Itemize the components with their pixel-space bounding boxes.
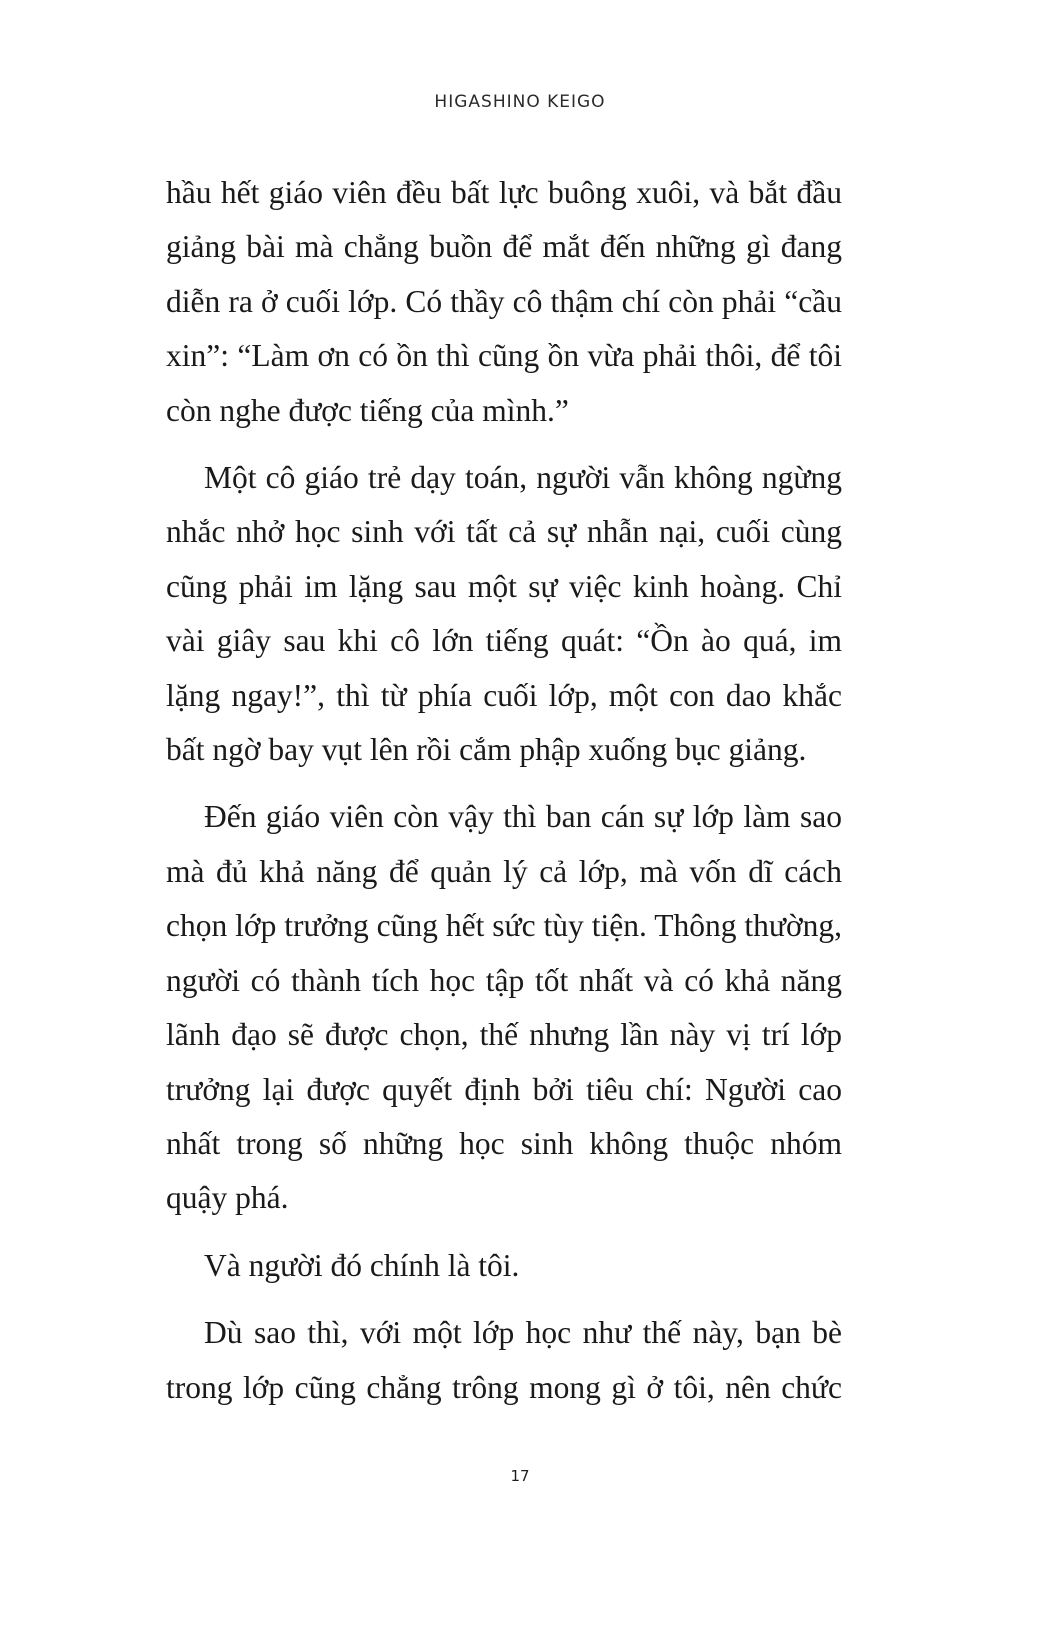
paragraph-1: hầu hết giáo viên đều bất lực buông xuôi, và bắt đầu giảng bài mà chẳng buồn để mắt đến những gì đang diễn ra ở cuối lớp. Có thầy cô thậm chí còn phải “cầu xin”: “Làm ơn có ồn thì cũng ồn vừa phải thôi, để tôi còn nghe được tiếng của mình.” bbox=[166, 175, 842, 428]
paragraph-5: Dù sao thì, với một lớp học như thế này, bạn bè trong lớp cũng chẳng trông mong gì ở tôi, nên chức bbox=[166, 1315, 842, 1405]
running-header-author: HIGASHINO KEIGO bbox=[434, 92, 606, 112]
paragraph-3: Đến giáo viên còn vậy thì ban cán sự lớp làm sao mà đủ khả năng để quản lý cả lớp, mà vốn dĩ cách chọn lớp trưởng cũng hết sức tùy tiện. Thông thường, người có thành tích học tập tốt nhất và có khả năng lãnh đạo sẽ được chọn, thế nhưng lần này vị trí lớp trưởng lại được quyết định bởi tiêu chí: Người cao nhất trong số những học sinh không thuộc nhóm quậy phá. bbox=[166, 799, 842, 1216]
page-body bbox=[166, 166, 842, 1428]
page-number: 17 bbox=[510, 1467, 530, 1485]
paragraph-4: Và người đó chính là tôi. bbox=[204, 1247, 520, 1283]
paragraph-2: Một cô giáo trẻ dạy toán, người vẫn không ngừng nhắc nhở học sinh với tất cả sự nhẫn nại, cuối cùng cũng phải im lặng sau một sự việc kinh hoàng. Chỉ vài giây sau khi cô lớn tiếng quát: “Ồn ào quá, im lặng ngay!”, thì từ phía cuối lớp, một con dao khắc bất ngờ bay vụt lên rồi cắm phập xuống bục giảng. bbox=[166, 460, 842, 768]
